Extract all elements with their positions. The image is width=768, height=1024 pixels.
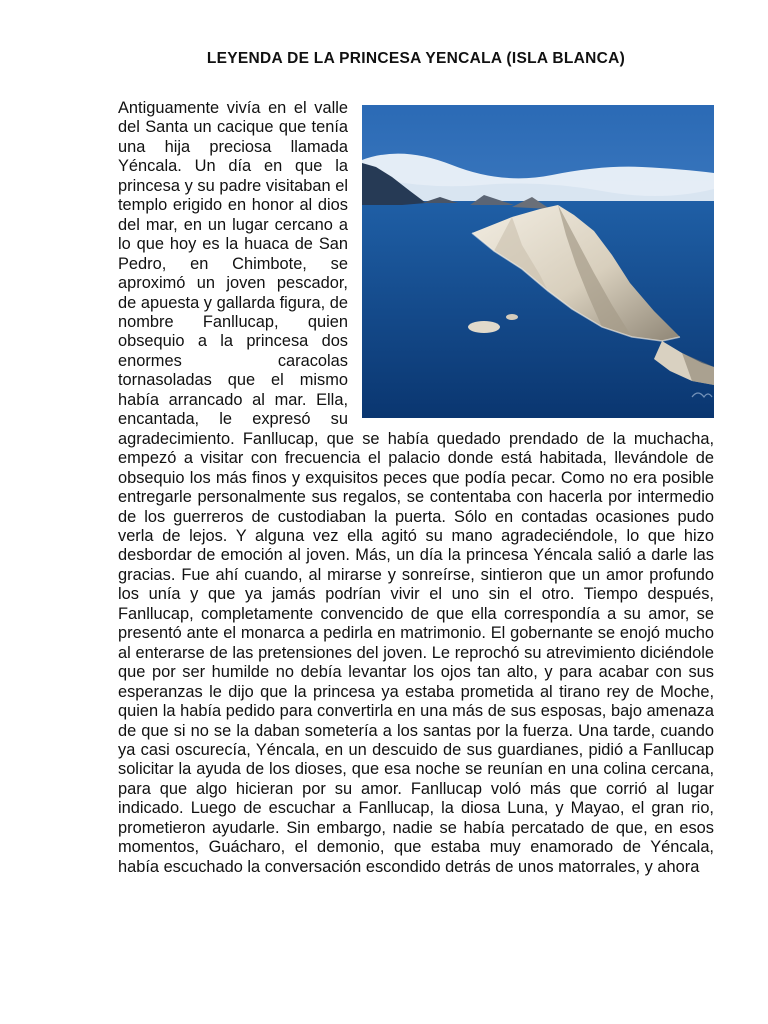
island-photo — [362, 105, 714, 418]
document-body — [118, 99, 714, 877]
story-paragraph: Antiguamente vivía en el valle del Santa un cacique que tenía una hija preciosa llamada Yéncala. Un día en que la princesa y su padre visitaban el templo erigido en honor al dios del mar, en un lugar cercano a lo que hoy es la huaca de San Pedro, en Chimbote, se aproximó un joven pescador, de apuesta y gallarda figura, de nombre Fanllucap, quien obsequio a la princesa dos enormes caracolas tornasoladas que el mismo había arrancado al mar. Ella, encantada, le expresó su agradecimiento. Fanllucap, que se había quedado prendado de la muchacha, empezó a visitar con frecuencia el palacio donde está habitada, llevándole de obsequio los más finos y exquisitos peces que podía pecar. Como no era posible entregarle personalmente sus regalos, se contentaba con hacerla por intermedio de los guerreros de custodiaban la puerta. Sólo en contadas ocasiones pudo verla de lejos. Y alguna vez ella agitó su mano agradeciéndole, lo que hizo desbordar de emoción al joven. Más, un día la princesa Yéncala salió a darle las gracias. Fue ahí cuando, al mirarse y sonreírse, sintieron que un amor profundo los unía y que ya jamás podrían vivir el uno sin el otro. Tiempo después, Fanllucap, completamente convencido de que ella correspondía a su amor, se presentó ante el monarca a pedirla en matrimonio. El gobernante se enojó mucho al enterarse de las pretensiones del joven. Le reprochó su atrevimiento diciéndole que por ser humilde no debía levantar los ojos tan alto, y para acabar con sus esperanzas le dijo que la princesa ya estaba prometida al tirano rey de Moche, quien la había pedido para convertirla en una más de sus esposas, bajo amenaza de que si no se la daban sometería a los santas por la fuerza. Una tarde, cuando ya casi oscurecía, Yéncala, en un descuido de sus guardianes, pidió a Fanllucap solicitar la ayuda de los dioses, que esa noche se reunían en una colina cercana, para que algo hicieran por su amor. Fanllucap voló más que corrió al lugar indicado. Luego de escuchar a Fanllucap, la diosa Luna, y Mayao, el gran rio, prometieron ayudarle. Sin embargo, nadie se había percatado de que, en esos momentos, Guácharo, el demonio, que estaba muy enamorado de Yéncala, había escuchado la conversación escondido detrás de unos matorrales, y ahora — [118, 99, 714, 876]
island-illustration — [362, 105, 714, 418]
document-title: LEYENDA DE LA PRINCESA YENCALA (ISLA BLANCA) — [206, 50, 626, 67]
